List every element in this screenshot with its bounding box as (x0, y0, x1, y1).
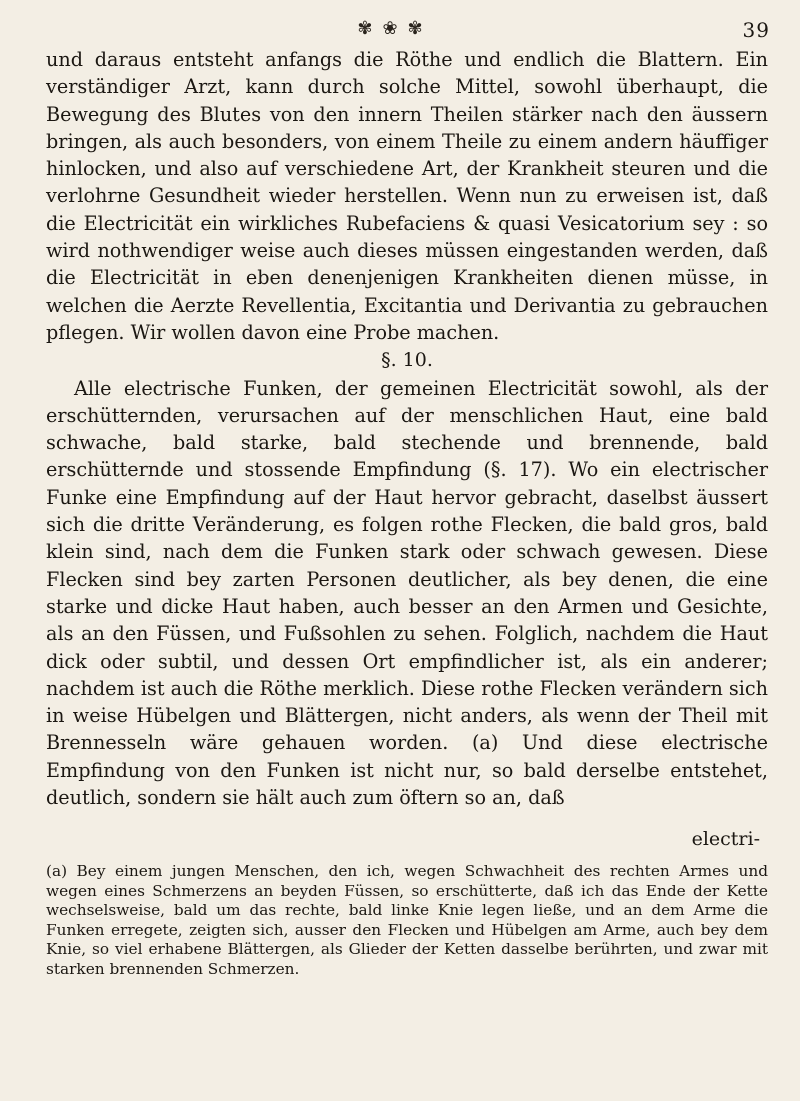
ornament-left-icon: ✾ (357, 17, 373, 39)
header-ornament (300, 16, 480, 40)
ornament-center-icon: ❀ (382, 17, 398, 39)
paragraph-1: und daraus entsteht anfangs die Röthe und endlich die Blattern. Ein verständiger Arzt, kann durch solche Mittel, sowohl überhaupt, die Bewegung des Blutes von den innern Theilen stärker nach den äussern bringen, als auch besonders, von einem Theile zu einem andern häuffiger hinlocken, und also auf verschiedene Art, der Krankheit steuren und die verlohrne Gesundheit wieder herstellen. Wenn nun zu erweisen ist, daß die Electricität ein wirkliches Rubefaciens & quasi Vesicatorium sey : so wird nothwendiger weise auch dieses müssen eingestanden werden, daß die Electricität in eben denenjenigen Krankheiten dienen müsse, in welchen die Aerzte Revellentia, Excitantia und Derivantia zu gebrauchen pflegen. Wir wollen davon eine Probe machen. (46, 48, 768, 344)
catchword: electri- (691, 828, 760, 850)
page-number: 39 (742, 18, 770, 42)
footnote (46, 862, 768, 980)
section-heading: §. 10. (381, 349, 433, 372)
page-header (0, 6, 800, 46)
footnote-text: (a) Bey einem jungen Menschen, den ich, wegen Schwachheit des rechten Armes und wegen eines Schmerzens an beyden Füssen, so erschütterte, daß ich das Ende der Kette wechselsweise, bald um das rechte, bald linke Knie legen ließe, und an dem Arme die Funken erregete, zeigten sich, ausser den Flecken und Hübelgen am Arme, auch bey dem Knie, so viel erhabene Blättergen, als Glieder der Ketten dasselbe berührten, und zwar mit starken brennenden Schmerzen. (46, 862, 768, 978)
paragraph-2: Alle electrische Funken, der gemeinen Electricität sowohl, als der erschütternden, verursachen auf der menschlichen Haut, eine bald schwache, bald starke, bald stechende und brennende, bald erschütternde und stossende Empfindung (§. 17). Wo ein electrischer Funke eine Empfindung auf der Haut hervor gebracht, daselbst äussert sich die dritte Veränderung, es folgen rothe Flecken, die bald gros, bald klein sind, nach dem die Funken stark oder schwach gewesen. Diese Flecken sind bey zarten Personen deutlicher, als bey denen, die eine starke und dicke Haut haben, auch besser an den Armen und Gesichte, als an den Füssen, und Fußsohlen zu sehen. Folglich, nachdem die Haut dick oder subtil, und dessen Ort empfindlicher ist, als ein anderer; nachdem ist auch die Röthe merklich. Diese rothe Flecken verändern sich in weise Hübelgen und Blättergen, nicht anders, als wenn der Theil mit Brennesseln wäre gehauen worden. (a) Und diese electrische Empfindung von den Funken ist nicht nur, so bald derselbe entstehet, deutlich, sondern sie hält auch zum öftern so an, daß (46, 376, 768, 810)
main-text (46, 46, 768, 811)
ornament-right-icon: ✾ (407, 17, 423, 39)
